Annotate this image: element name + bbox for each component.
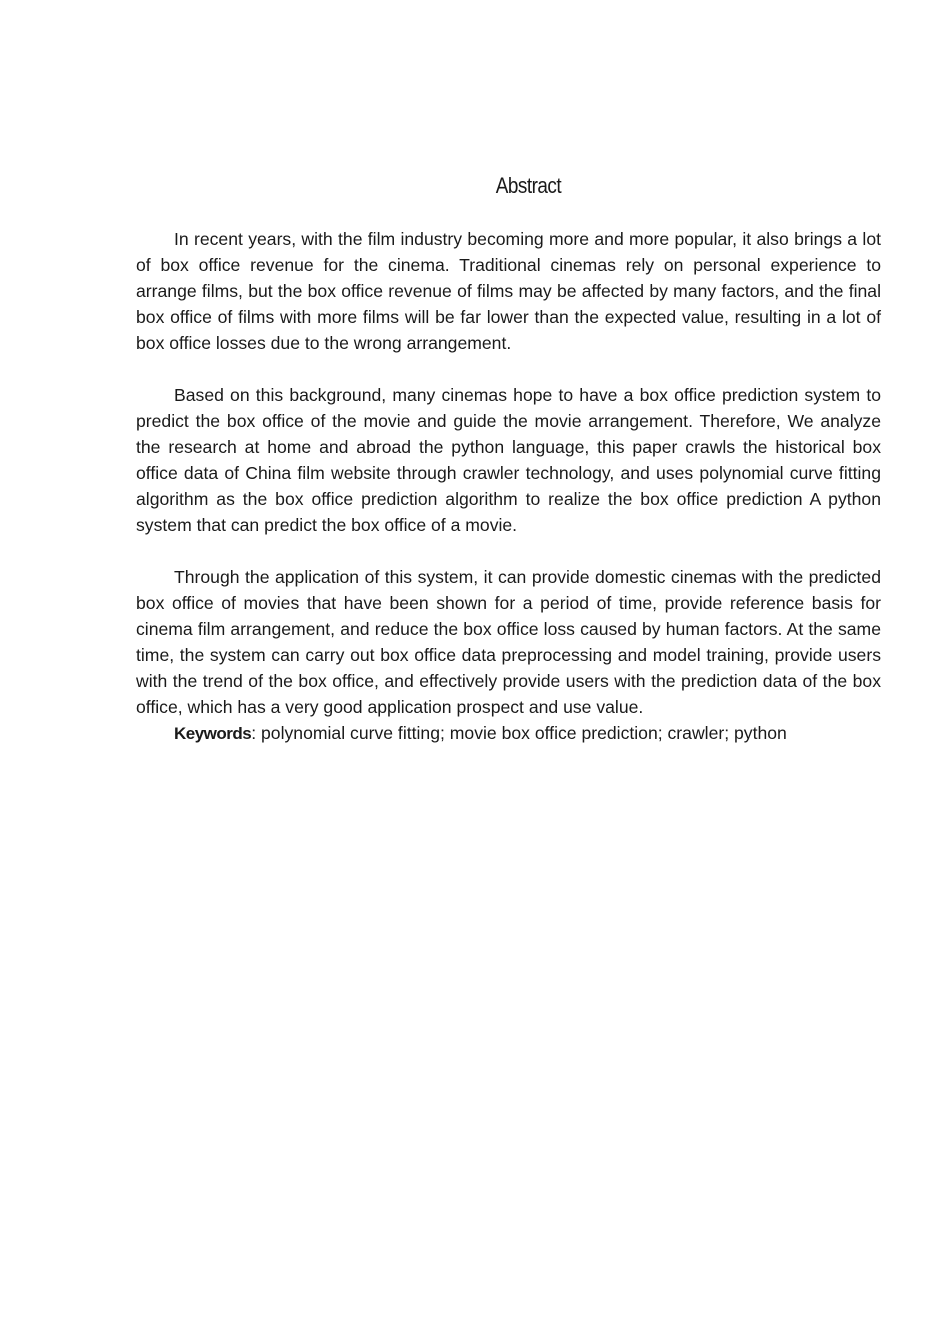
abstract-paragraph-2: Based on this background, many cinemas hope to have a box office prediction system to predict the box office of the movie and guide the movie arrangement. Therefore, We analyze the research at home and abroad the python language, this paper crawls the historical box office data of China film website through crawler technology, and uses polynomial curve fitting algorithm as the box office prediction algorithm to realize the box office prediction A python system that can predict the box office of a movie. (136, 385, 881, 535)
keywords-line (136, 720, 881, 747)
abstract-body (136, 226, 881, 747)
keywords-text: : polynomial curve fitting; movie box office prediction; crawler; python (251, 723, 787, 743)
abstract-paragraph-3: Through the application of this system, it can provide domestic cinemas with the predicted box office of movies that have been shown for a period of time, provide reference basis for cinema film arrangement, and reduce the box office loss caused by human factors. At the same time, the system can carry out box office data preprocessing and model training, provide users with the trend of the box office, and effectively provide users with the prediction data of the box office, which has a very good application prospect and use value. (136, 567, 881, 717)
abstract-paragraph-1: In recent years, with the film industry becoming more and more popular, it also brings a lot of box office revenue for the cinema. Traditional cinemas rely on personal experience to arrange films, but the box office revenue of films may be affected by many factors, and the final box office of films with more films will be far lower than the expected value, resulting in a lot of box office losses due to the wrong arrangement. (136, 229, 881, 353)
keywords-label: Keywords (174, 724, 252, 743)
abstract-title: Abstract (495, 173, 562, 198)
